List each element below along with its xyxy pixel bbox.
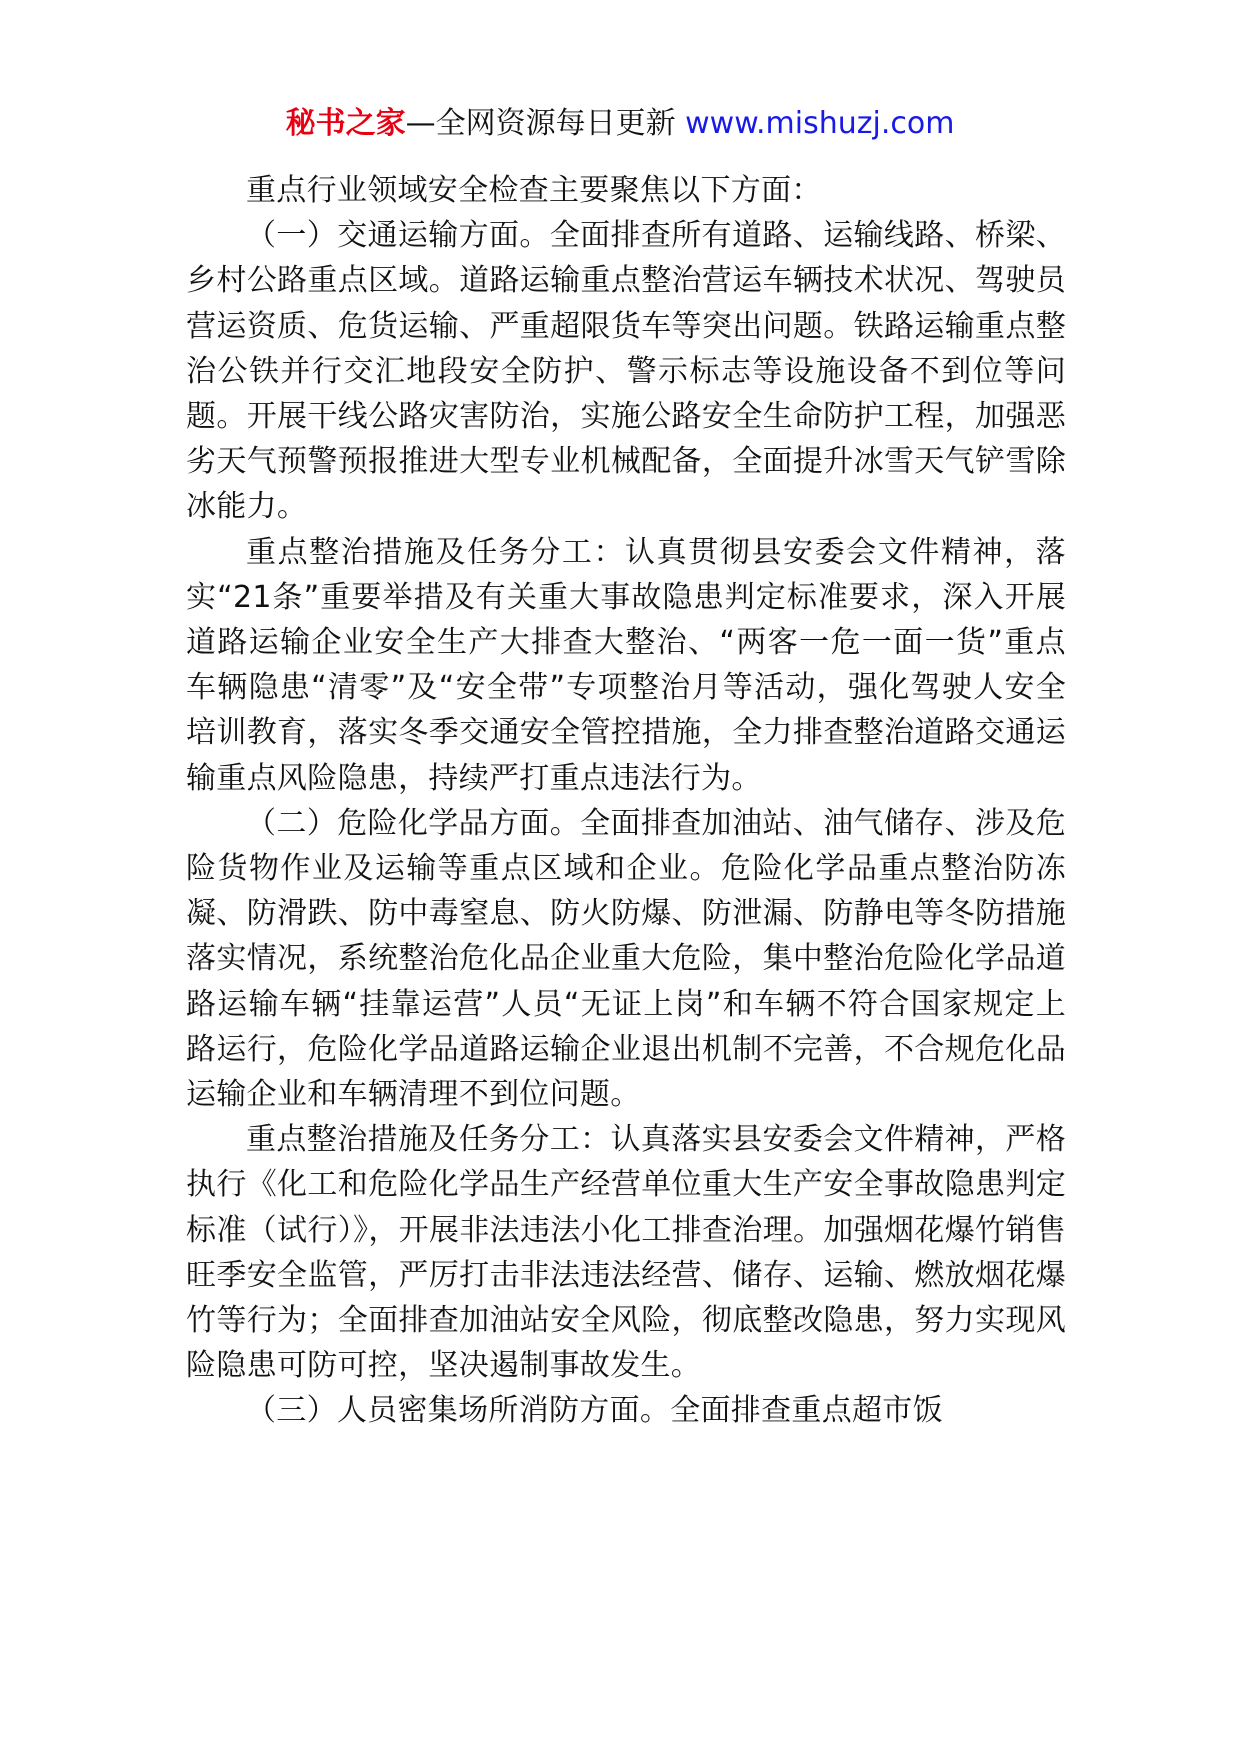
page-header bbox=[0, 102, 1240, 146]
section-1-measures-paragraph: 重点整治措施及任务分工：认真贯彻县安委会文件精神，落实“21条”重要举措及有关重大事故隐患判定标准要求，深入开展道路运输企业安全生产大排查大整治、“两客一危一面一货”重点车辆隐患“清零”及“安全带”专项整治月等活动，强化驾驶人安全培训教育，落实冬季交通安全管控措施，全力排查整治道路交通运输重点风险隐患，持续严打重点违法行为。 bbox=[186, 534, 1066, 796]
website-link[interactable]: www.mishuzj.com bbox=[685, 106, 955, 141]
section-3-paragraph: （三）人员密集场所消防方面。全面排查重点超市饭 bbox=[246, 1393, 943, 1429]
section-2-paragraph: （二）危险化学品方面。全面排查加油站、油气储存、涉及危险货物作业及运输等重点区域和企业。危险化学品重点整治防冻凝、防滑跌、防中毒窒息、防火防爆、防泄漏、防静电等冬防措施落实情况，系统整治危化品企业重大危险，集中整治危险化学品道路运输车辆“挂靠运营”人员“无证上岗”和车辆不符合国家规定上路运行，危险化学品道路运输企业退出机制不完善，不合规危化品运输企业和车辆清理不到位问题。 bbox=[186, 805, 1066, 1113]
document-body bbox=[186, 168, 1066, 1434]
brand-name: 秘书之家 bbox=[285, 106, 406, 141]
header-slogan: —全网资源每日更新 bbox=[405, 106, 676, 141]
section-2-measures-paragraph: 重点整治措施及任务分工：认真落实县安委会文件精神，严格执行《化工和危险化学品生产经营单位重大生产安全事故隐患判定标准（试行）》，开展非法违法小化工排查治理。加强烟花爆竹销售旺季安全监管，严厉打击非法违法经营、储存、运输、燃放烟花爆竹等行为；全面排查加油站安全风险，彻底整改隐患，努力实现风险隐患可防可控，坚决遏制事故发生。 bbox=[186, 1122, 1066, 1384]
intro-paragraph: 重点行业领域安全检查主要聚焦以下方面： bbox=[246, 173, 822, 208]
section-1-paragraph: （一）交通运输方面。全面排查所有道路、运输线路、桥梁、乡村公路重点区域。道路运输重点整治营运车辆技术状况、驾驶员营运资质、危货运输、严重超限货车等突出问题。铁路运输重点整治公铁并行交汇地段安全防护、警示标志等设施设备不到位等问题。开展干线公路灾害防治，实施公路安全生命防护工程，加强恶劣天气预警预报推进大型专业机械配备，全面提升冰雪天气铲雪除冰能力。 bbox=[186, 218, 1066, 525]
